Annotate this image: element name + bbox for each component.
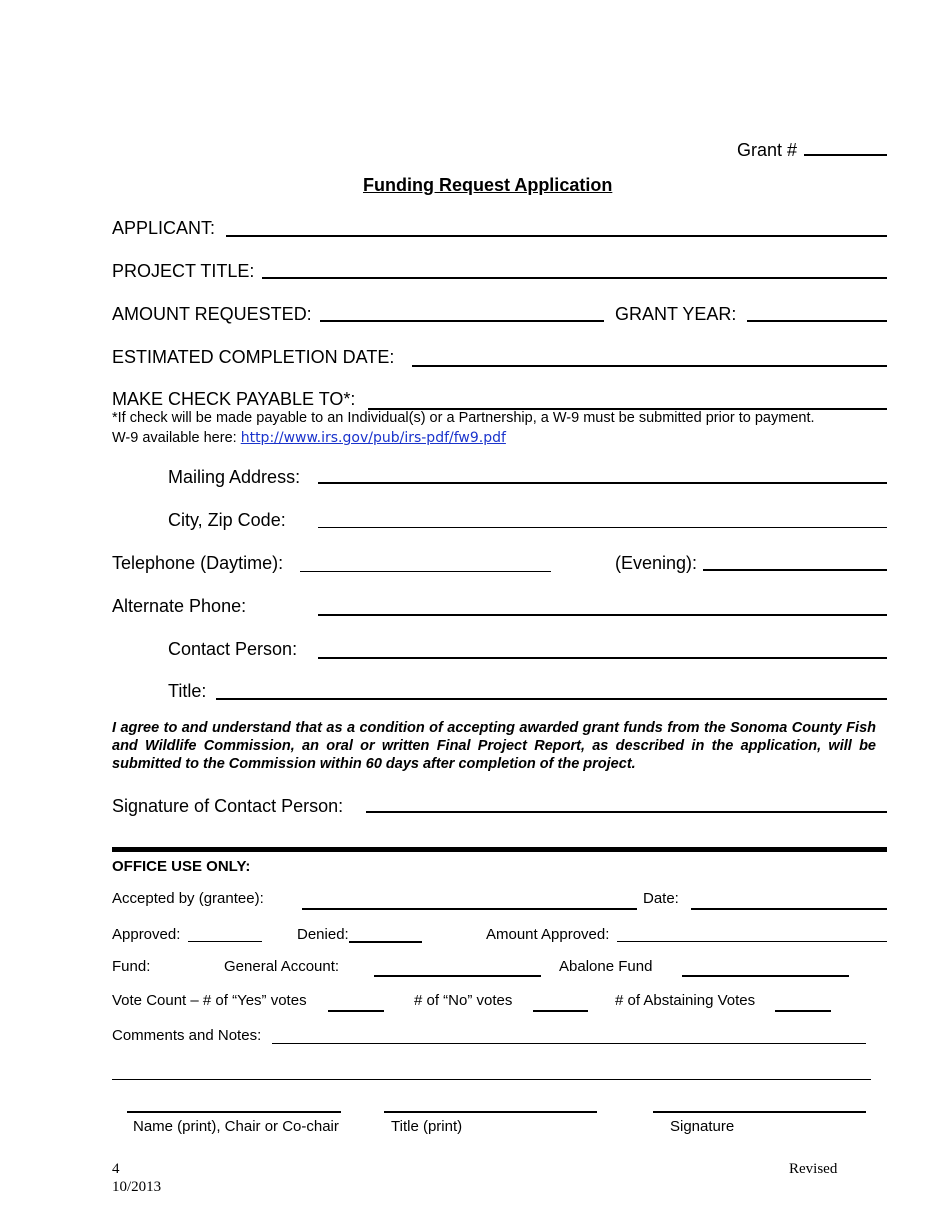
mailing-address-label: Mailing Address: [168,467,301,487]
grant-year-field[interactable] [747,320,887,322]
vote-yes-field[interactable] [328,1010,384,1012]
abalone-fund-label: Abalone Fund [559,958,653,975]
page-title: Funding Request Application [363,175,613,195]
agreement-text: I agree to and understand that as a condition of accepting awarded grant funds from the Sonoma County Fish and Wildlife Commission, an oral or written Final Project Report, as described in the application, will be submitted to the Commission within 60 days after completion of the project. [112,720,876,772]
applicant-field[interactable] [226,235,887,237]
sig-name-label: Name (print), Chair or Co-chair [133,1118,339,1135]
contact-person-label: Contact Person: [168,639,298,659]
signature-label: Signature of Contact Person: [112,796,344,816]
chair-name-field[interactable] [127,1111,341,1113]
alternate-phone-field[interactable] [318,614,887,616]
payable-note: *If check will be made payable to an Individual(s) or a Partnership, a W-9 must be submitted prior to payment. [112,410,815,426]
completion-date-field[interactable] [412,365,887,367]
revised-date: 10/2013 [112,1179,162,1195]
mailing-address-field[interactable] [318,482,887,484]
denied-label: Denied: [297,926,349,943]
general-account-label: General Account: [224,958,340,975]
project-title-label: PROJECT TITLE: [112,261,255,281]
vote-no-label: # of “No” votes [414,992,513,1009]
w9-label: W-9 available here: [112,430,237,446]
contact-title-field[interactable] [216,698,887,700]
amount-requested-label: AMOUNT REQUESTED: [112,304,312,324]
telephone-day-field[interactable] [300,571,551,572]
date-field[interactable] [691,908,887,910]
general-account-field[interactable] [374,975,541,977]
completion-date-label: ESTIMATED COMPLETION DATE: [112,347,395,367]
office-use-heading: OFFICE USE ONLY: [112,858,251,875]
vote-yes-label: Vote Count – # of “Yes” votes [112,992,307,1009]
telephone-day-label: Telephone (Daytime): [112,553,284,573]
w9-line [112,428,506,448]
grant-number-label: Grant # [737,140,798,160]
applicant-label: APPLICANT: [112,218,216,238]
abalone-fund-field[interactable] [682,975,849,977]
comments-field[interactable] [272,1043,866,1044]
fund-label: Fund: [112,958,151,975]
signature-field[interactable] [366,811,887,813]
city-zip-field[interactable] [318,527,887,528]
telephone-evening-field[interactable] [703,569,887,571]
sig-signature-label: Signature [670,1118,735,1135]
chair-title-field[interactable] [384,1111,597,1113]
alternate-phone-label: Alternate Phone: [112,596,247,616]
comments-label: Comments and Notes: [112,1027,262,1044]
contact-person-field[interactable] [318,657,887,659]
approved-field[interactable] [188,941,262,942]
vote-abstain-label: # of Abstaining Votes [615,992,756,1009]
telephone-evening-label: (Evening): [615,553,698,573]
sig-title-label: Title (print) [391,1118,463,1135]
amount-approved-field[interactable] [617,941,887,942]
contact-title-label: Title: [168,681,207,701]
chair-signature-field[interactable] [653,1111,866,1113]
vote-no-field[interactable] [533,1010,588,1012]
amount-requested-field[interactable] [320,320,604,322]
w9-link[interactable]: http://www.irs.gov/pub/irs-pdf/fw9.pdf [240,430,506,446]
grant-number-field[interactable] [804,154,887,156]
project-title-field[interactable] [262,277,887,279]
vote-abstain-field[interactable] [775,1010,831,1012]
section-divider [112,847,887,852]
amount-approved-label: Amount Approved: [486,926,610,943]
date-label: Date: [643,890,679,907]
accepted-by-field[interactable] [302,908,637,910]
city-zip-label: City, Zip Code: [168,510,286,530]
grant-year-label: GRANT YEAR: [615,304,737,324]
page-number: 4 [112,1161,120,1177]
revised-label: Revised [789,1161,838,1177]
accepted-by-label: Accepted by (grantee): [112,890,264,907]
payable-to-label: MAKE CHECK PAYABLE TO*: [112,389,356,409]
approved-label: Approved: [112,926,181,943]
denied-field[interactable] [349,941,422,943]
comments-field-2[interactable] [112,1079,871,1080]
